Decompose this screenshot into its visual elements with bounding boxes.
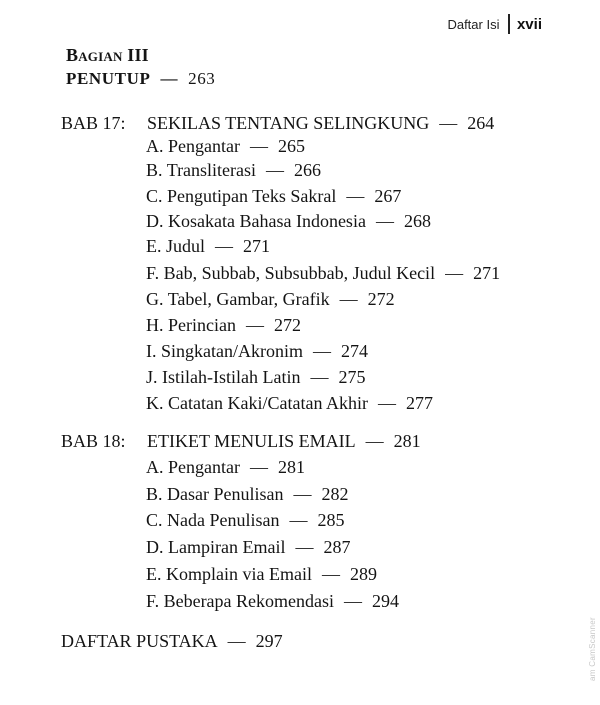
part-page: 263 xyxy=(188,69,216,88)
toc-title: Catatan Kaki/Catatan Akhir xyxy=(168,393,368,413)
toc-entry xyxy=(146,509,345,531)
separator: — xyxy=(293,484,312,504)
toc-letter: C. xyxy=(146,186,163,206)
separator: — xyxy=(295,537,314,557)
toc-entry xyxy=(146,536,350,558)
chapter-entry xyxy=(61,112,494,134)
toc-title: Pengutipan Teks Sakral xyxy=(167,186,337,206)
toc-entry xyxy=(146,185,401,207)
toc-letter: J. xyxy=(146,367,158,387)
separator: — xyxy=(439,113,458,133)
toc-entry xyxy=(146,340,368,362)
toc-page: 265 xyxy=(277,136,305,156)
chapter-title: ETIKET MENULIS EMAIL xyxy=(147,431,356,451)
toc-letter: D. xyxy=(146,211,164,231)
toc-title: Perincian xyxy=(168,315,236,335)
toc-page: 294 xyxy=(372,591,400,611)
separator: — xyxy=(245,315,264,335)
toc-title: Lampiran Email xyxy=(168,537,286,557)
separator: — xyxy=(249,136,268,156)
toc-entry xyxy=(146,210,431,232)
toc-page: 272 xyxy=(367,289,395,309)
separator: — xyxy=(227,631,246,651)
toc-letter: A. xyxy=(146,136,164,156)
toc-page: 274 xyxy=(341,341,368,361)
toc-title: Pengantar xyxy=(168,457,240,477)
chapter-title: SEKILAS TENTANG SELINGKUNG xyxy=(147,113,430,133)
scanner-watermark: am CamScanner xyxy=(588,617,597,681)
header-divider xyxy=(508,14,510,34)
toc-entry xyxy=(146,563,377,585)
toc-letter: C. xyxy=(146,510,163,530)
toc-page: 271 xyxy=(243,236,271,256)
page-number: xvii xyxy=(516,15,542,33)
separator: — xyxy=(289,510,308,530)
toc-entry xyxy=(146,590,399,612)
toc-title: Istilah-Istilah Latin xyxy=(162,367,301,387)
toc-letter: E. xyxy=(146,236,162,256)
toc-letter: A. xyxy=(146,457,164,477)
separator: — xyxy=(266,160,285,180)
toc-letter: K. xyxy=(146,393,164,413)
chapter-page: 281 xyxy=(393,431,421,451)
bibliography-entry xyxy=(61,630,283,652)
toc-title: Tabel, Gambar, Grafik xyxy=(167,289,330,309)
toc-title: Nada Penulisan xyxy=(167,510,280,530)
toc-page: 275 xyxy=(338,367,366,387)
toc-page: 266 xyxy=(294,160,322,180)
separator: — xyxy=(249,457,268,477)
toc-title: Kosakata Bahasa Indonesia xyxy=(168,211,366,231)
toc-title: Singkatan/Akronim xyxy=(161,341,303,361)
toc-entry xyxy=(146,366,365,388)
separator: — xyxy=(365,431,384,451)
toc-letter: D. xyxy=(146,537,164,557)
toc-title: Komplain via Email xyxy=(166,564,312,584)
toc-page: 287 xyxy=(323,537,351,557)
separator: — xyxy=(445,263,464,283)
part-title-entry xyxy=(66,68,215,90)
running-header xyxy=(447,14,542,34)
toc-letter: G. xyxy=(146,289,164,309)
toc-title: Dasar Penulisan xyxy=(167,484,284,504)
chapter-number: BAB 17: xyxy=(61,113,126,133)
separator: — xyxy=(346,186,365,206)
chapter-page: 264 xyxy=(467,113,495,133)
toc-page: 285 xyxy=(317,510,345,530)
separator: — xyxy=(321,564,340,584)
separator: — xyxy=(375,211,394,231)
toc-page: 289 xyxy=(349,564,377,584)
toc-page: 277 xyxy=(405,393,433,413)
toc-entry xyxy=(146,456,305,478)
toc-letter: I. xyxy=(146,341,157,361)
toc-entry xyxy=(146,314,301,336)
part-title: PENUTUP xyxy=(66,69,151,88)
toc-entry xyxy=(146,483,349,505)
toc-letter: B. xyxy=(146,160,163,180)
part-label: Bagian III xyxy=(66,45,149,65)
chapter-number: BAB 18: xyxy=(61,431,126,451)
toc-entry xyxy=(146,135,305,157)
toc-entry xyxy=(146,392,433,414)
toc-page: 271 xyxy=(473,263,501,283)
toc-title: Judul xyxy=(166,236,206,256)
toc-title: Transliterasi xyxy=(166,160,257,180)
toc-letter: F. xyxy=(146,591,160,611)
separator: — xyxy=(215,236,234,256)
bibliography-page: 297 xyxy=(255,631,283,651)
toc-title: Beberapa Rekomendasi xyxy=(163,591,335,611)
toc-page: 267 xyxy=(374,186,402,206)
toc-title: Pengantar xyxy=(168,136,240,156)
bibliography-title: DAFTAR PUSTAKA xyxy=(61,631,218,651)
separator: — xyxy=(344,591,363,611)
toc-title: Bab, Subbab, Subsubbab, Judul Kecil xyxy=(163,263,436,283)
separator: — xyxy=(313,341,331,361)
toc-page: 272 xyxy=(273,315,301,335)
toc-letter: F. xyxy=(146,263,160,283)
toc-page: 282 xyxy=(321,484,349,504)
separator: — xyxy=(377,393,396,413)
separator: — xyxy=(310,367,329,387)
running-header-title: Daftar Isi xyxy=(447,16,500,32)
toc-entry xyxy=(146,235,270,257)
separator: — xyxy=(160,69,179,88)
toc-entry xyxy=(146,288,395,310)
chapter-entry xyxy=(61,430,421,452)
toc-page: 268 xyxy=(403,211,431,231)
toc-letter: E. xyxy=(146,564,162,584)
toc-letter: H. xyxy=(146,315,164,335)
toc-entry xyxy=(146,159,321,181)
toc-entry xyxy=(146,262,500,284)
toc-letter: B. xyxy=(146,484,163,504)
separator: — xyxy=(339,289,358,309)
toc-page: 281 xyxy=(277,457,305,477)
